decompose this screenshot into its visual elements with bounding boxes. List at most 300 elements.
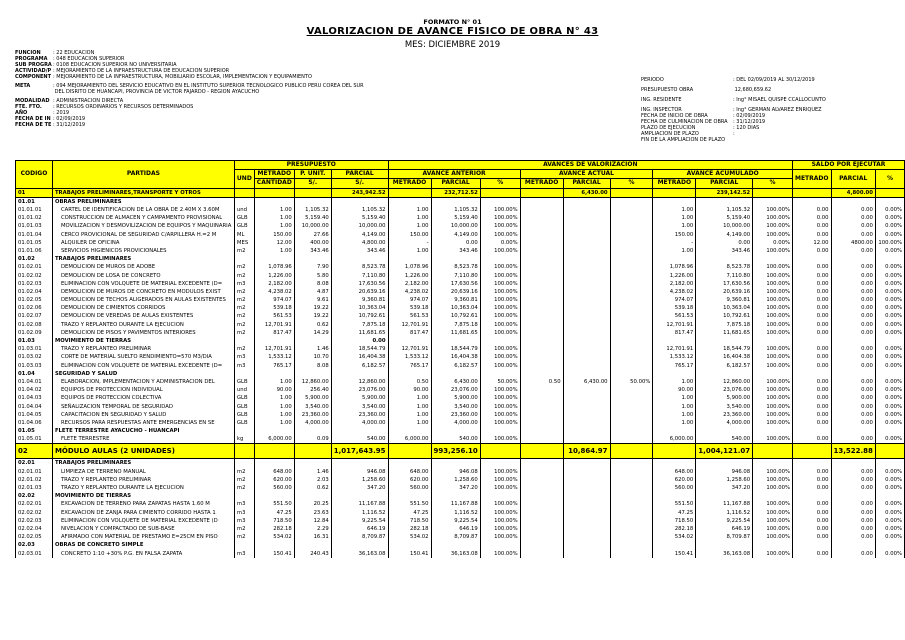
table-cell [294, 541, 331, 549]
table-cell: 27.66 [294, 231, 331, 239]
table-cell: 0.00 [792, 525, 831, 533]
table-cell [753, 197, 793, 206]
table-cell: 2.29 [294, 525, 331, 533]
table-cell: 100.00% [753, 411, 793, 419]
table-cell [563, 500, 610, 508]
table-cell: 100.00% [480, 386, 520, 394]
table-cell [431, 197, 480, 206]
table-cell [520, 280, 563, 288]
table-cell: 100.00% [753, 386, 793, 394]
table-cell [792, 427, 831, 435]
table-cell: 1,226.00 [653, 271, 696, 279]
table-cell: 14.29 [294, 329, 331, 337]
table-cell: m2 [234, 468, 254, 476]
table-cell [294, 370, 331, 378]
meta-key: ING. RESIDENTE [641, 97, 682, 103]
table-cell: 12,701.91 [388, 321, 431, 329]
table-row [16, 533, 905, 541]
table-cell [234, 197, 254, 206]
table-cell [254, 255, 294, 263]
table-cell: 243,942.52 [331, 188, 388, 197]
table-cell: 0.50 [520, 378, 563, 386]
table-cell: 0.00% [875, 402, 904, 410]
table-cell: 0.00% [875, 206, 904, 214]
table-cell: 0.00 [792, 533, 831, 541]
table-cell: 620.00 [388, 476, 431, 484]
table-cell [234, 459, 254, 468]
table-cell: 0.00 [792, 362, 831, 370]
table-cell: 11,167.88 [431, 500, 480, 508]
table-cell [753, 427, 793, 435]
table-cell [563, 517, 610, 525]
table-cell: 100.00% [753, 329, 793, 337]
table-cell [520, 321, 563, 329]
table-cell: 0.00% [875, 517, 904, 525]
table-cell [294, 337, 331, 345]
meta-value: : MEJORAMIENTO DE LA INFRAESTRUCTURA DE EDUCACION SUPERIOR [53, 68, 230, 74]
table-cell: 0.00 [831, 222, 875, 230]
col-und: UND [234, 170, 254, 188]
table-cell: 10.70 [294, 353, 331, 361]
table-cell: 02.01 [16, 459, 53, 468]
table-cell: 6,182.57 [331, 362, 388, 370]
table-cell: 0.62 [294, 321, 331, 329]
table-cell: 100.00% [480, 214, 520, 222]
table-cell: 0.00 [792, 435, 831, 444]
table-cell: 16,404.38 [331, 353, 388, 361]
table-cell: 12.00 [254, 239, 294, 247]
table-cell [563, 435, 610, 444]
table-cell: 0.00 [792, 271, 831, 279]
table-cell [563, 247, 610, 255]
table-cell: 561.53 [388, 312, 431, 320]
table-cell: 150.00 [254, 231, 294, 239]
table-cell: 20.25 [294, 500, 331, 508]
table-cell: 3,540.00 [431, 402, 480, 410]
table-cell [431, 427, 480, 435]
table-cell [875, 427, 904, 435]
table-cell [563, 222, 610, 230]
table-cell: 02.03.01 [16, 549, 53, 557]
table-cell [563, 411, 610, 419]
col-punit: P. UNIT. [294, 170, 331, 179]
table-cell [520, 263, 563, 271]
meta-value: : 048 EDUCACION SUPERIOR [53, 56, 125, 62]
table-cell [234, 541, 254, 549]
table-cell: 0.00 [792, 500, 831, 508]
table-cell [653, 255, 696, 263]
table-cell: 539.18 [653, 304, 696, 312]
table-cell: 0.00 [831, 231, 875, 239]
table-cell [610, 280, 653, 288]
table-cell: 100.00% [753, 288, 793, 296]
table-cell [520, 304, 563, 312]
table-cell [653, 541, 696, 549]
table-cell: 0.00 [696, 239, 753, 247]
table-cell: m3 [234, 549, 254, 557]
table-cell: 23,076.00 [696, 386, 753, 394]
table-cell: 0.00 [792, 222, 831, 230]
table-cell: 1.00 [388, 247, 431, 255]
table-cell [520, 394, 563, 402]
table-cell: 5.80 [294, 271, 331, 279]
col-soles-2: S/. [331, 179, 388, 188]
table-cell: 1.00 [653, 394, 696, 402]
table-cell: 10,864.97 [563, 444, 610, 459]
table-cell: 0.00% [875, 353, 904, 361]
table-cell [610, 231, 653, 239]
table-cell: 3,540.00 [294, 402, 331, 410]
table-cell: 0.00 [792, 214, 831, 222]
col-act-parcial: PARCIAL [563, 179, 610, 188]
table-cell: MOVIMIENTO DE TIERRAS [52, 337, 234, 345]
table-cell [563, 476, 610, 484]
table-cell: 0.00 [792, 468, 831, 476]
table-cell [234, 255, 254, 263]
table-cell [563, 239, 610, 247]
table-cell [520, 353, 563, 361]
table-cell [331, 459, 388, 468]
table-cell [792, 370, 831, 378]
table-cell: m2 [234, 533, 254, 541]
col-avance-acumulado: AVANCE ACUMULADO [653, 170, 793, 179]
table-cell: 5,159.40 [331, 214, 388, 222]
table-cell: 1.00 [254, 214, 294, 222]
table-cell: 974.07 [653, 296, 696, 304]
table-cell: 01.02.01 [16, 263, 53, 271]
table-cell: 1.00 [388, 394, 431, 402]
table-cell: 23,076.00 [431, 386, 480, 394]
table-cell: 648.00 [653, 468, 696, 476]
table-cell: GLB [234, 222, 254, 230]
table-cell: GLB [234, 378, 254, 386]
table-cell [520, 411, 563, 419]
table-cell [610, 533, 653, 541]
table-cell: 0.00 [792, 345, 831, 353]
table-cell: 0.00% [875, 378, 904, 386]
table-cell [234, 337, 254, 345]
table-cell [254, 197, 294, 206]
table-cell [831, 459, 875, 468]
table-cell [563, 353, 610, 361]
col-parcial: PARCIAL [331, 170, 388, 179]
table-cell: 150.41 [254, 549, 294, 557]
table-cell: 4800.00 [831, 239, 875, 247]
meta-right-line [641, 137, 826, 143]
table-cell [234, 444, 254, 459]
table-cell: 1,105.32 [294, 206, 331, 214]
table-cell: EXCAVACION DE TERRENO PARA ZAPATAS HASTA 1.60 M [52, 500, 234, 508]
table-cell: OBRAS PRELIMINARES [52, 197, 234, 206]
table-cell: 648.00 [254, 468, 294, 476]
meta-value: : DEL 02/09/2019 AL 30/12/2019 [733, 77, 815, 83]
meta-value: : 31/12/2019 [53, 122, 86, 128]
table-cell: 100.00% [753, 231, 793, 239]
table-cell: 8,709.87 [431, 533, 480, 541]
table-cell: 0.00% [875, 231, 904, 239]
table-cell: 3,540.00 [331, 402, 388, 410]
table-cell: 400.00 [294, 239, 331, 247]
table-cell: 20,639.16 [431, 288, 480, 296]
table-cell [696, 459, 753, 468]
table-cell: 16,404.38 [696, 353, 753, 361]
meta-value: : 22 EDUCACION [53, 50, 95, 56]
table-cell: 4,000.00 [431, 419, 480, 427]
table-cell: 1.00 [254, 247, 294, 255]
table-cell: 01.04 [16, 370, 53, 378]
table-cell: 23,360.00 [431, 411, 480, 419]
table-cell: 1.00 [653, 222, 696, 230]
table-cell [653, 427, 696, 435]
table-cell: 20,639.16 [331, 288, 388, 296]
table-cell: m3 [234, 353, 254, 361]
table-cell [831, 427, 875, 435]
table-cell: 6,182.57 [431, 362, 480, 370]
meta-key: PRESUPUESTO OBRA [641, 87, 694, 93]
meta-key: AMPLIACION DE PLAZO [641, 131, 699, 137]
table-cell: 0.00 [831, 206, 875, 214]
table-cell [875, 255, 904, 263]
table-cell [254, 337, 294, 345]
table-cell [520, 337, 563, 345]
table-cell: MOVILIZACION Y DESMOVILIZACION DE EQUIPOS Y MAQUINARIA [52, 222, 234, 230]
meta-key: FECHA DE INICIO DE OBRA [641, 113, 708, 119]
table-cell [480, 370, 520, 378]
table-cell: 0.00 [831, 500, 875, 508]
table-cell: 100.00% [753, 321, 793, 329]
table-cell: 47.25 [388, 509, 431, 517]
table-cell: 01.03.02 [16, 353, 53, 361]
table-cell: 01.02.03 [16, 280, 53, 288]
table-cell [294, 188, 331, 197]
table-cell: 718.50 [653, 517, 696, 525]
table-cell: 0.00% [875, 468, 904, 476]
table-cell: 100.00% [753, 378, 793, 386]
table-cell: 36,163.08 [696, 549, 753, 557]
table-cell: FLETE TERRESTRE AYACUCHO - HUANCAPI [52, 427, 234, 435]
page-title: VALORIZACION DE AVANCE FISICO DE OBRA N° 43 [306, 26, 599, 37]
table-cell: 239,142.52 [696, 188, 753, 197]
table-cell: ELIMINACION CON VOLQUETE DE MATERIAL EXCEDENTE (D [52, 517, 234, 525]
table-cell [831, 492, 875, 500]
table-row [16, 353, 905, 361]
table-cell: m2 [234, 296, 254, 304]
table-cell [520, 247, 563, 255]
table-cell: 648.00 [388, 468, 431, 476]
table-row [16, 231, 905, 239]
table-row [16, 419, 905, 427]
table-cell: 1.00 [254, 402, 294, 410]
table-cell: 1,078.96 [653, 263, 696, 271]
table-cell [653, 337, 696, 345]
table-cell: m2 [234, 525, 254, 533]
table-cell [563, 231, 610, 239]
table-cell [610, 394, 653, 402]
table-cell: 100.00% [480, 411, 520, 419]
table-cell: 347.20 [431, 484, 480, 492]
table-cell: 561.53 [254, 312, 294, 320]
meta-key: ING. INSPECTOR [641, 107, 682, 113]
table-cell [610, 263, 653, 271]
table-cell: GLB [234, 394, 254, 402]
table-cell: 1,258.60 [696, 476, 753, 484]
table-cell: m3 [234, 280, 254, 288]
table-cell: 0.00 [831, 362, 875, 370]
table-cell [610, 459, 653, 468]
table-cell: 100.00% [753, 394, 793, 402]
table-cell: 1,004,121.07 [696, 444, 753, 459]
table-cell: 9,360.81 [696, 296, 753, 304]
table-cell: 1,105.32 [431, 206, 480, 214]
table-cell: 0.00% [875, 362, 904, 370]
table-cell: 12,860.00 [696, 378, 753, 386]
table-cell [254, 459, 294, 468]
table-cell: 343.46 [696, 247, 753, 255]
table-cell: 100.00% [480, 206, 520, 214]
table-cell: 01.01.01 [16, 206, 53, 214]
table-cell: 0.00 [831, 533, 875, 541]
col-metrado: METRADO [254, 170, 294, 179]
table-cell: 0.00 [792, 517, 831, 525]
table-cell: - [653, 239, 696, 247]
table-cell: 0.00 [792, 247, 831, 255]
table-cell: 6,000.00 [388, 435, 431, 444]
table-cell: 10,000.00 [696, 222, 753, 230]
table-cell: m2 [234, 476, 254, 484]
table-cell: 0.00 [792, 296, 831, 304]
table-cell [610, 321, 653, 329]
meta-right-line [641, 97, 826, 103]
table-cell: 8,709.87 [331, 533, 388, 541]
table-cell: 560.00 [653, 484, 696, 492]
table-cell: 0.00 [792, 263, 831, 271]
table-cell: 36,163.08 [331, 549, 388, 557]
table-cell: 1,017,643.95 [331, 444, 388, 459]
table-cell: 100.00% [753, 402, 793, 410]
table-cell: 620.00 [254, 476, 294, 484]
table-cell [696, 337, 753, 345]
table-cell: MOVIMIENTO DE TIERRAS [52, 492, 234, 500]
table-cell [431, 459, 480, 468]
table-cell: 0.00 [792, 509, 831, 517]
table-cell [610, 419, 653, 427]
table-cell [563, 509, 610, 517]
table-cell: 0.00% [875, 411, 904, 419]
table-cell [696, 370, 753, 378]
table-cell [388, 255, 431, 263]
table-cell: SEÑALIZACION TEMPORAL DE SEGURIDAD [52, 402, 234, 410]
table-cell [480, 337, 520, 345]
table-cell [520, 206, 563, 214]
table-cell: 9,225.54 [331, 517, 388, 525]
table-cell [520, 288, 563, 296]
table-cell: 282.18 [388, 525, 431, 533]
table-cell [875, 492, 904, 500]
table-cell [331, 427, 388, 435]
table-cell [610, 197, 653, 206]
table-cell [875, 444, 904, 459]
table-cell: 5,159.40 [431, 214, 480, 222]
table-cell [520, 444, 563, 459]
meta-value: : 31/12/2019 [733, 119, 766, 125]
meta-value: : 0108 EDUCACION SUPERIOR NO UNIVERSITARIA [53, 62, 177, 68]
table-row [16, 296, 905, 304]
table-cell: m3 [234, 362, 254, 370]
table-cell [331, 370, 388, 378]
table-cell: 646.19 [431, 525, 480, 533]
table-cell: 4,238.02 [254, 288, 294, 296]
table-cell: 100.00% [480, 345, 520, 353]
table-cell [563, 362, 610, 370]
table-cell [610, 484, 653, 492]
table-cell: 0.00 [792, 394, 831, 402]
table-cell: 150.00 [653, 231, 696, 239]
table-cell: 0.00 [831, 419, 875, 427]
col-cantidad: CANTIDAD [254, 179, 294, 188]
table-cell [563, 255, 610, 263]
table-cell: 01.03 [16, 337, 53, 345]
table-cell: 1.00 [254, 411, 294, 419]
table-cell: 100.00% [480, 247, 520, 255]
table-cell [563, 533, 610, 541]
meta-value: : 120 DIAS [733, 125, 760, 131]
table-cell: 01.02.04 [16, 288, 53, 296]
table-cell: m2 [234, 312, 254, 320]
table-cell [610, 222, 653, 230]
table-cell: 0.00 [831, 271, 875, 279]
table-cell: 1.00 [653, 411, 696, 419]
table-cell: m2 [234, 321, 254, 329]
table-cell [610, 188, 653, 197]
table-cell [480, 459, 520, 468]
table-row [16, 222, 905, 230]
meta-key: ACTIVIDAD/P [15, 68, 52, 74]
table-cell: 02.03 [16, 541, 53, 549]
table-cell: 2,182.00 [388, 280, 431, 288]
table-cell: TRAZO Y REPLANTEO PRELIMINAR [52, 345, 234, 353]
table-cell: 0.00 [831, 345, 875, 353]
table-cell: 100.00% [480, 484, 520, 492]
table-cell: 12,860.00 [294, 378, 331, 386]
table-cell: TRAZO Y REPLANTEO PRELIMINAR [52, 476, 234, 484]
table-cell: 2,182.00 [254, 280, 294, 288]
table-row [16, 459, 905, 468]
table-cell [610, 402, 653, 410]
table-cell: 7,875.18 [696, 321, 753, 329]
table-cell: 817.47 [254, 329, 294, 337]
table-row [16, 476, 905, 484]
table-row [16, 517, 905, 525]
table-cell [254, 427, 294, 435]
table-cell: 1,533.12 [254, 353, 294, 361]
table-cell [520, 345, 563, 353]
table-cell: 100.00% [753, 263, 793, 271]
table-cell: 1.00 [653, 419, 696, 427]
table-cell: 01.01.03 [16, 222, 53, 230]
table-cell [520, 509, 563, 517]
table-cell: 534.02 [653, 533, 696, 541]
col-act-pct: % [610, 179, 653, 188]
table-row [16, 206, 905, 214]
table-cell [431, 370, 480, 378]
table-row [16, 435, 905, 444]
table-cell: 16,404.38 [431, 353, 480, 361]
table-cell [520, 402, 563, 410]
table-cell [831, 337, 875, 345]
table-cell [610, 304, 653, 312]
table-cell: 100.00% [480, 280, 520, 288]
table-cell: 0.00 [792, 206, 831, 214]
